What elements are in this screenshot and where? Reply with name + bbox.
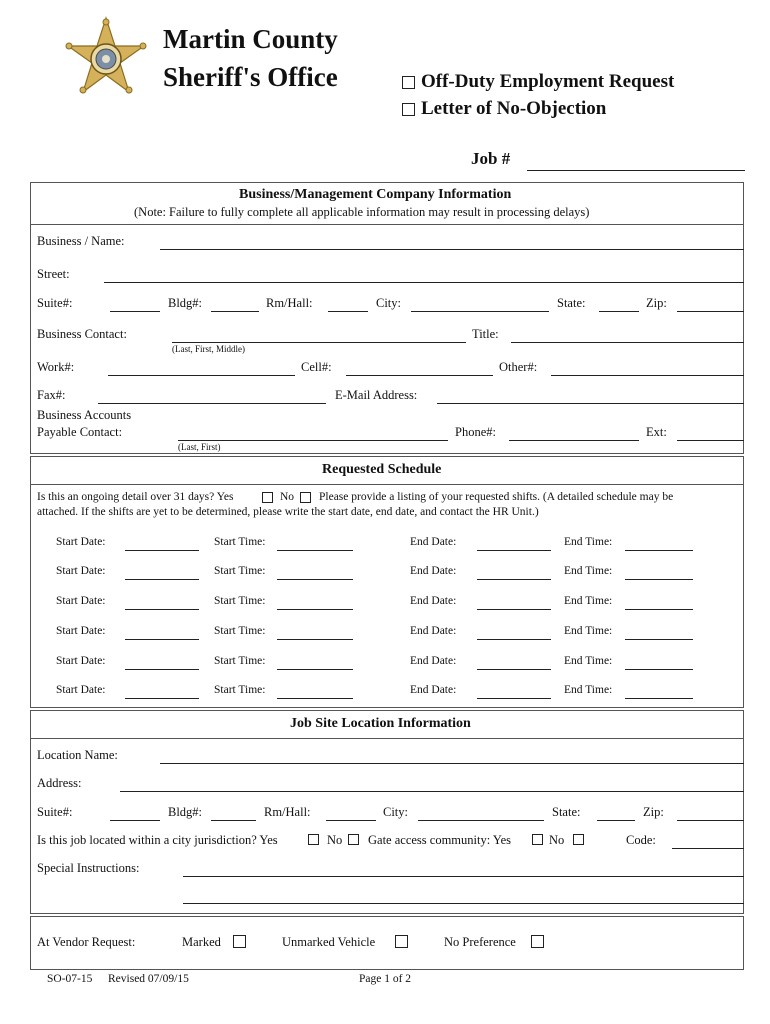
address-field[interactable] bbox=[120, 791, 744, 792]
marked-checkbox[interactable] bbox=[233, 935, 246, 948]
start-time-field-5[interactable] bbox=[277, 669, 353, 670]
start-time-label: Start Time: bbox=[214, 595, 266, 607]
accounts-payable-label-line2: Payable Contact: bbox=[37, 425, 123, 439]
jobsite-zip-field[interactable] bbox=[677, 820, 744, 821]
state-field[interactable] bbox=[599, 311, 639, 312]
email-label: E-Mail Address: bbox=[335, 388, 418, 402]
accounts-payable-label-line1: Business Accounts bbox=[37, 408, 132, 422]
page-number: Page 1 of 2 bbox=[359, 973, 412, 985]
schedule-section-title: Requested Schedule bbox=[322, 462, 442, 477]
email-field[interactable] bbox=[437, 403, 744, 404]
end-time-label: End Time: bbox=[564, 625, 613, 637]
start-time-field-6[interactable] bbox=[277, 698, 353, 699]
sheriff-badge-logo bbox=[64, 16, 148, 96]
fax-number-label: Fax#: bbox=[37, 388, 66, 402]
start-time-field-1[interactable] bbox=[277, 550, 353, 551]
business-header-divider bbox=[30, 224, 744, 225]
end-date-field-3[interactable] bbox=[477, 609, 551, 610]
start-time-label: Start Time: bbox=[214, 625, 266, 637]
business-note: (Note: Failure to fully complete all applicable information may result in processing delays) bbox=[134, 205, 590, 219]
jobsite-zip-label: Zip: bbox=[643, 805, 664, 819]
start-date-label: Start Date: bbox=[56, 595, 106, 607]
accounts-name-hint: (Last, First) bbox=[178, 442, 221, 452]
vendor-request-section bbox=[30, 916, 744, 970]
title-label: Title: bbox=[472, 327, 499, 341]
end-time-label: End Time: bbox=[564, 655, 613, 667]
start-time-label: Start Time: bbox=[214, 684, 266, 696]
jurisdiction-yes-checkbox[interactable] bbox=[308, 834, 319, 845]
ongoing-detail-question: Is this an ongoing detail over 31 days? Yes bbox=[37, 491, 234, 503]
start-date-field-3[interactable] bbox=[125, 609, 199, 610]
end-time-field-3[interactable] bbox=[625, 609, 693, 610]
cell-number-field[interactable] bbox=[346, 375, 493, 376]
start-date-label: Start Date: bbox=[56, 536, 106, 548]
start-date-field-5[interactable] bbox=[125, 669, 199, 670]
zip-label: Zip: bbox=[646, 296, 667, 310]
start-time-field-2[interactable] bbox=[277, 579, 353, 580]
off-duty-option-label: Off-Duty Employment Request bbox=[421, 71, 675, 92]
end-date-field-4[interactable] bbox=[477, 639, 551, 640]
start-date-label: Start Date: bbox=[56, 565, 106, 577]
org-name-line2: Sheriff's Office bbox=[163, 62, 338, 92]
gate-code-label: Code: bbox=[626, 833, 656, 847]
special-instructions-field-2[interactable] bbox=[183, 903, 744, 904]
end-time-field-2[interactable] bbox=[625, 579, 693, 580]
business-section bbox=[30, 182, 744, 454]
ongoing-yes-checkbox[interactable] bbox=[262, 492, 273, 503]
street-field[interactable] bbox=[104, 282, 744, 283]
end-date-field-2[interactable] bbox=[477, 579, 551, 580]
phone-field[interactable] bbox=[509, 440, 639, 441]
jobsite-bldg-label: Bldg#: bbox=[168, 805, 203, 819]
bldg-field[interactable] bbox=[211, 311, 259, 312]
jurisdiction-no-label: No bbox=[327, 833, 343, 847]
city-label: City: bbox=[376, 296, 402, 310]
job-number-field[interactable] bbox=[527, 170, 745, 171]
ongoing-no-checkbox[interactable] bbox=[300, 492, 311, 503]
no-preference-label: No Preference bbox=[444, 935, 516, 949]
job-number-label: Job # bbox=[471, 149, 511, 168]
ext-label: Ext: bbox=[646, 425, 667, 439]
business-section-title: Business/Management Company Information bbox=[239, 187, 512, 202]
revision-date: Revised 07/09/15 bbox=[108, 973, 189, 985]
location-name-field[interactable] bbox=[160, 763, 744, 764]
ext-field[interactable] bbox=[677, 440, 744, 441]
start-date-field-4[interactable] bbox=[125, 639, 199, 640]
shifts-instruction-line2: attached. If the shifts are yet to be determined, please write the start date, end date, and contact the HR Unit.) bbox=[37, 506, 539, 518]
bldg-label: Bldg#: bbox=[168, 296, 203, 310]
start-time-field-4[interactable] bbox=[277, 639, 353, 640]
zip-field[interactable] bbox=[677, 311, 744, 312]
business-name-field[interactable] bbox=[160, 249, 744, 250]
end-date-label: End Date: bbox=[410, 625, 457, 637]
off-duty-checkbox[interactable] bbox=[402, 76, 415, 89]
phone-label: Phone#: bbox=[455, 425, 496, 439]
jobsite-section-title: Job Site Location Information bbox=[290, 716, 471, 731]
end-date-label: End Date: bbox=[410, 536, 457, 548]
city-jurisdiction-question: Is this job located within a city jurisdiction? Yes bbox=[37, 833, 278, 847]
state-label: State: bbox=[557, 296, 586, 310]
end-time-label: End Time: bbox=[564, 565, 613, 577]
end-date-field-5[interactable] bbox=[477, 669, 551, 670]
gate-no-label: No bbox=[549, 833, 565, 847]
jobsite-state-field[interactable] bbox=[597, 820, 635, 821]
other-number-label: Other#: bbox=[499, 360, 538, 374]
end-date-label: End Date: bbox=[410, 684, 457, 696]
end-time-label: End Time: bbox=[564, 595, 613, 607]
gate-code-field[interactable] bbox=[672, 848, 744, 849]
jobsite-header-divider bbox=[30, 738, 744, 739]
accounts-payable-field[interactable] bbox=[178, 440, 448, 441]
start-time-label: Start Time: bbox=[214, 536, 266, 548]
jobsite-rm-field[interactable] bbox=[326, 820, 376, 821]
gate-no-checkbox[interactable] bbox=[573, 834, 584, 845]
end-time-field-1[interactable] bbox=[625, 550, 693, 551]
work-number-field[interactable] bbox=[108, 375, 295, 376]
jobsite-suite-label: Suite#: bbox=[37, 805, 73, 819]
no-objection-option-label: Letter of No-Objection bbox=[421, 98, 607, 119]
end-time-label: End Time: bbox=[564, 536, 613, 548]
end-time-field-5[interactable] bbox=[625, 669, 693, 670]
sheriff-star-icon bbox=[64, 16, 148, 96]
special-instructions-field-1[interactable] bbox=[183, 876, 744, 877]
suite-field[interactable] bbox=[110, 311, 160, 312]
gate-access-question: Gate access community: Yes bbox=[368, 833, 512, 847]
end-time-field-6[interactable] bbox=[625, 698, 693, 699]
shifts-instruction: Please provide a listing of your requested shifts. (A detailed schedule may be bbox=[319, 491, 674, 503]
start-date-label: Start Date: bbox=[56, 684, 106, 696]
start-date-field-1[interactable] bbox=[125, 550, 199, 551]
business-contact-field[interactable] bbox=[172, 342, 466, 343]
location-name-label: Location Name: bbox=[37, 748, 118, 762]
end-date-label: End Date: bbox=[410, 655, 457, 667]
business-name-label: Business / Name: bbox=[37, 234, 125, 248]
fax-number-field[interactable] bbox=[98, 403, 326, 404]
start-date-label: Start Date: bbox=[56, 625, 106, 637]
org-name-line1: Martin County bbox=[163, 24, 338, 54]
marked-label: Marked bbox=[182, 935, 221, 949]
special-instructions-label: Special Instructions: bbox=[37, 861, 140, 875]
start-date-label: Start Date: bbox=[56, 655, 106, 667]
jobsite-city-field[interactable] bbox=[418, 820, 544, 821]
jobsite-rm-label: Rm/Hall: bbox=[264, 805, 311, 819]
schedule-header-divider bbox=[30, 484, 744, 485]
other-number-field[interactable] bbox=[551, 375, 744, 376]
jobsite-bldg-field[interactable] bbox=[211, 820, 256, 821]
title-field[interactable] bbox=[511, 342, 744, 343]
jobsite-city-label: City: bbox=[383, 805, 409, 819]
unmarked-vehicle-checkbox[interactable] bbox=[395, 935, 408, 948]
jurisdiction-no-checkbox[interactable] bbox=[348, 834, 359, 845]
start-time-label: Start Time: bbox=[214, 655, 266, 667]
end-time-label: End Time: bbox=[564, 684, 613, 696]
start-date-field-2[interactable] bbox=[125, 579, 199, 580]
end-date-label: End Date: bbox=[410, 595, 457, 607]
form-id: SO-07-15 bbox=[47, 973, 93, 985]
work-number-label: Work#: bbox=[37, 360, 75, 374]
cell-number-label: Cell#: bbox=[301, 360, 332, 374]
start-time-field-3[interactable] bbox=[277, 609, 353, 610]
start-time-label: Start Time: bbox=[214, 565, 266, 577]
rm-hall-label: Rm/Hall: bbox=[266, 296, 313, 310]
business-contact-label: Business Contact: bbox=[37, 327, 127, 341]
city-field[interactable] bbox=[411, 311, 549, 312]
end-date-field-6[interactable] bbox=[477, 698, 551, 699]
rm-hall-field[interactable] bbox=[328, 311, 368, 312]
contact-name-hint: (Last, First, Middle) bbox=[172, 344, 245, 354]
ongoing-no-label: No bbox=[280, 491, 295, 503]
end-date-label: End Date: bbox=[410, 565, 457, 577]
street-label: Street: bbox=[37, 267, 70, 281]
no-objection-checkbox[interactable] bbox=[402, 103, 415, 116]
no-preference-checkbox[interactable] bbox=[531, 935, 544, 948]
end-date-field-1[interactable] bbox=[477, 550, 551, 551]
vendor-request-label: At Vendor Request: bbox=[37, 935, 136, 949]
jobsite-state-label: State: bbox=[552, 805, 581, 819]
jobsite-suite-field[interactable] bbox=[110, 820, 160, 821]
address-label: Address: bbox=[37, 776, 82, 790]
gate-yes-checkbox[interactable] bbox=[532, 834, 543, 845]
start-date-field-6[interactable] bbox=[125, 698, 199, 699]
suite-label: Suite#: bbox=[37, 296, 73, 310]
end-time-field-4[interactable] bbox=[625, 639, 693, 640]
unmarked-vehicle-label: Unmarked Vehicle bbox=[282, 935, 376, 949]
